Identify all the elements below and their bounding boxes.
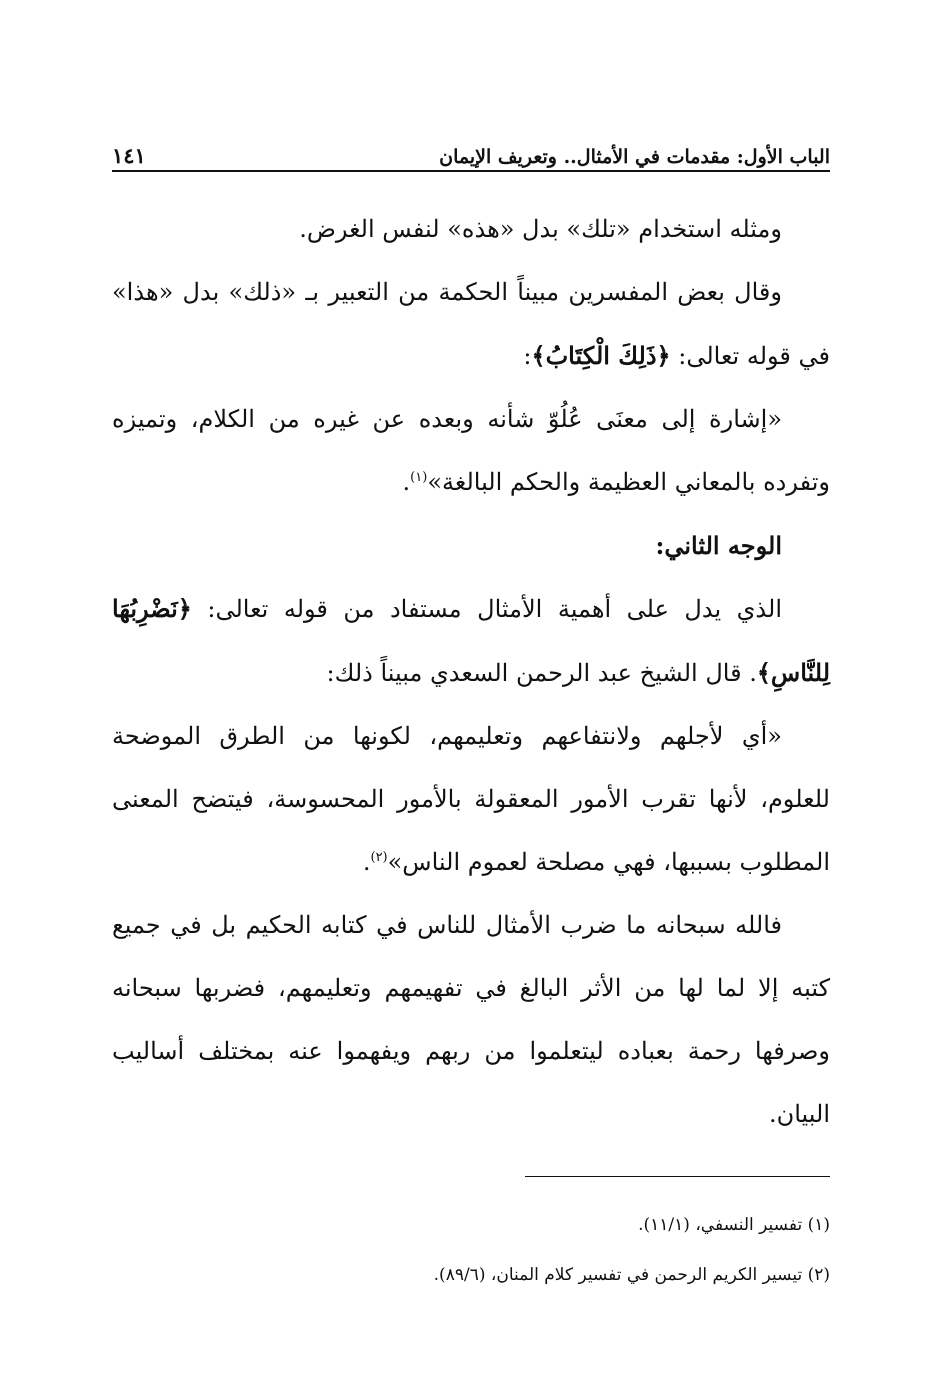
paragraph-6 — [112, 894, 830, 1146]
chapter-title: الباب الأول: مقدمات في الأمثال.. وتعريف الإيمان — [439, 146, 830, 168]
paragraph-4 — [112, 577, 830, 705]
footnote-2: (٢) تيسير الكريم الرحمن في تفسير كلام المنان، (٨٩/٦). — [433, 1265, 830, 1285]
body-text — [112, 198, 830, 1146]
quran-quote-1: ﴿ذَلِكَ الْكِتَابُ﴾ — [531, 341, 671, 370]
paragraph-3-end: . — [402, 468, 411, 496]
paragraph-1 — [112, 198, 830, 261]
running-header — [112, 138, 830, 168]
footnotes — [112, 1200, 830, 1300]
paragraph-3 — [112, 388, 830, 514]
paragraph-3-text: «إشارة إلى معنَى عُلُوّ شأنه وبعده عن غيره من الكلام، وتميزه وتفرده بالمعاني العظيمة والحكم البالغة» — [112, 405, 830, 496]
footnote-ref-1[interactable]: (١) — [410, 470, 428, 485]
paragraph-5 — [112, 705, 830, 894]
paragraph-4-text: الذي يدل على أهمية الأمثال مستفاد من قوله تعالى: — [207, 595, 782, 623]
page-number: ١٤١ — [112, 143, 146, 168]
paragraph-2-end: : — [523, 342, 532, 370]
paragraph-6-text: فالله سبحانه ما ضرب الأمثال للناس في كتابه الحكيم بل في جميع كتبه إلا لما لها من الأثر البالغ في تفهيمهم وتعليمهم، فضربها سبحانه وصرفها رحمة بعباده ليتعلموا من ربهم ويفهموا عنه بمختلف أساليب البيان. — [112, 911, 830, 1128]
paragraph-2-text: وقال بعض المفسرين مبيناً الحكمة من التعبير بـ «ذلك» بدل «هذا» في قوله تعالى: — [112, 278, 830, 370]
footnote-ref-2[interactable]: (٢) — [370, 850, 388, 865]
paragraph-4-end: . قال الشيخ عبد الرحمن السعدي مبيناً ذلك: — [326, 659, 757, 687]
footnote-1: (١) تفسير النسفي، (١١/١). — [638, 1215, 830, 1235]
paragraph-5-text: «أي لأجلهم ولانتفاعهم وتعليمهم، لكونها من الطرق الموضحة للعلوم، لأنها تقرب الأمور المعقولة بالأمور المحسوسة، فيتضح المعنى المطلوب بسببها، فهي مصلحة لعموم الناس» — [112, 722, 830, 876]
paragraph-5-end: . — [362, 848, 371, 876]
paragraph-1-text: ومثله استخدام «تلك» بدل «هذه» لنفس الغرض. — [299, 215, 782, 243]
footnote-divider — [525, 1176, 830, 1177]
section-heading: الوجه الثاني: — [655, 531, 782, 560]
quran-quote-2: ﴿نَضْرِبُهَا لِلنَّاسِ﴾ — [112, 594, 830, 687]
paragraph-2 — [112, 261, 830, 388]
header-divider — [112, 170, 830, 172]
